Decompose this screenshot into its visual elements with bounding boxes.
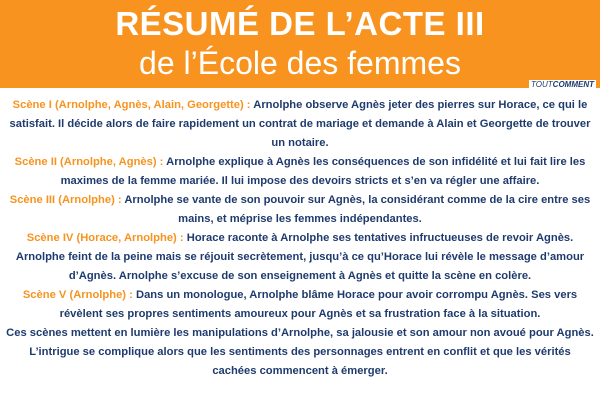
- scene-5-paragraph: [6, 286, 594, 324]
- scene-4-label: Scène IV (Horace, Arnolphe) :: [26, 232, 184, 244]
- conclusion-paragraph: Ces scènes mettent en lumière les manipulations d’Arnolphe, sa jalousie et son amour non avoué pour Agnès. L’intrigue se complique alors que les sentiments des personnages entrent en conflit et que les vérités cachées commencent à émerger.: [6, 327, 594, 377]
- page-title: RÉSUMÉ DE L’ACTE III: [115, 5, 485, 42]
- scene-3-text: Arnolphe se vante de son pouvoir sur Agnès, la considérant comme de la cire entre ses mains, et méprise les femmes indépendantes.: [124, 194, 591, 225]
- scene-1-text: Arnolphe observe Agnès jeter des pierres sur Horace, ce qui le satisfait. Il décide alors de faire rapidement un contrat de mariage et demande à Alain et Georgette de trouver un notaire.: [9, 99, 591, 149]
- scene-5-text: Dans un monologue, Arnolphe blâme Horace pour avoir corrompu Agnès. Ses vers révèlent ses propres sentiments amoureux pour Agnès et sa frustration face à la situation.: [59, 289, 578, 320]
- scene-1-paragraph: [6, 96, 594, 153]
- page-subtitle: de l’École des femmes: [139, 45, 461, 81]
- scene-5-label: Scène V (Arnolphe) :: [22, 289, 133, 301]
- scene-4-paragraph: [6, 229, 594, 286]
- header-banner: [0, 0, 600, 88]
- scene-1-label: Scène I (Arnolphe, Agnès, Alain, Georgette) :: [12, 99, 251, 111]
- scene-2-text: Arnolphe explique à Agnès les conséquences de son infidélité et lui fait lire les maximes de la femme mariée. Il lui impose des devoirs stricts et s’en va régler une affaire.: [60, 156, 586, 187]
- summary-content: [0, 88, 600, 381]
- brand-logo: [529, 80, 596, 90]
- scene-3-paragraph: [6, 191, 594, 229]
- scene-2-paragraph: [6, 153, 594, 191]
- scene-4-text: Horace raconte à Arnolphe ses tentatives infructueuses de revoir Agnès. Arnolphe feint de la peine mais se réjouit secrètement, jusqu’à ce qu’Horace lui révèle le message d’amour d’Agnès. Arnolphe s’excuse de son enseignement à Agnès et quitte la scène en colère.: [15, 232, 585, 282]
- scene-3-label: Scène III (Arnolphe) :: [9, 194, 122, 206]
- brand-logo-part2: COMMENT: [552, 80, 594, 89]
- scene-2-label: Scène II (Arnolphe, Agnès) :: [14, 156, 164, 168]
- brand-logo-part1: TOUT: [531, 80, 553, 89]
